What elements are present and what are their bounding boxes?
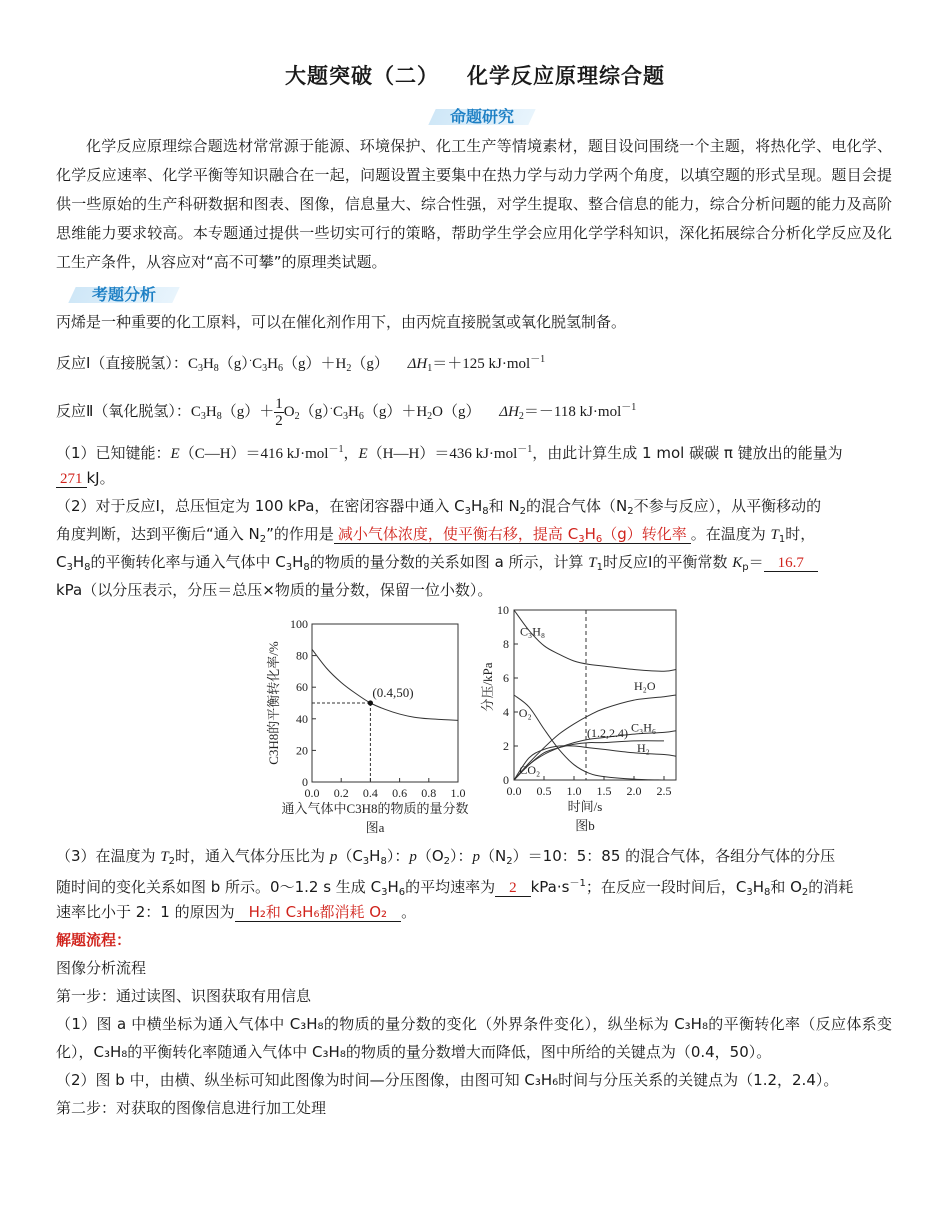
reaction-2-dh: ＝－118 kJ·mol [523, 404, 622, 420]
q1-text-a: （1）已知键能： [56, 444, 171, 462]
badge-research-label: 命题研究 [449, 107, 514, 126]
question-2-line-1: （2）对于反应Ⅰ，总压恒定为 100 kPa，在密闭容器中通入 $C_3H_8$和 $N_2$的混合气体（$N_2$不参与反应），从平衡移动的 [56, 497, 822, 517]
intro-paragraph: 化学反应原理综合题选材常常源于能源、环境保护、化工生产等情境素材，题目设问围绕一个主题，将热化学、电化学、化学反应速率、化学平衡等知识融合在一起，问题设置主要集中在热力学与动力学两个角度，以填空题的形式呈现。题目会提供一些原始的生产科研数据和图表、图像，信息量大、综合性强，对学生提取、整合信息的能力，综合分析问题的能力及高阶思维能力要求较高。本专题通过提供一些切实可行的策略，帮助学生学会应用化学学科知识，深化拓展综合分析化学反应及化工生产条件，从容应对“高不可攀”的原理类试题。 [56, 137, 892, 271]
q2-answer-2: 16.7 [764, 555, 818, 572]
reaction-1-label: 反应Ⅰ（直接脱氢）： [56, 354, 188, 372]
question-stem: 丙烯是一种重要的化工原料，可以在催化剂作用下，由丙烷直接脱氢或氧化脱氢制备。 [56, 313, 627, 331]
figure-b-xtick-label: 2.5 [656, 784, 672, 798]
question-3-line-1: （3）在温度为 $T_2$时，通入气体分压比为 $p(C_3H_8)$：$p(O_2)$：$p(N_2)=10$：5：85 的混合气体，各组分气体的分压 [56, 847, 836, 867]
figure-a-ytick-label: 60 [296, 680, 308, 695]
figure-a-key-point [368, 700, 373, 705]
q2-answer-1-tail: （g）转化率 [602, 525, 687, 543]
figure-b-label-c3h6: C₃H₆ [631, 720, 657, 735]
q2-text-a: （2）对于反应Ⅰ，总压恒定为 100 kPa，在密闭容器中通入 C [56, 497, 465, 515]
figure-a-xtick-label: 0.8 [421, 786, 437, 800]
figure-a-xtick-label: 0.0 [304, 786, 320, 800]
flow-heading: 解题流程： [56, 931, 132, 949]
reaction-2: 反应Ⅱ（氧化脱氢）：$C_3H_8(g)+$ $\frac{1}{2}$ $O_2(g)^\cdot C_3H_6(g)+H_2O(g)$ $\Delta H_2=-118$ kJ·mol$^{-1}$ [56, 396, 637, 430]
figure-a-xtick-label: 0.4 [362, 786, 378, 800]
figure-a-ytick-label: 80 [296, 648, 308, 663]
q2-answer-1: 减小气体浓度，使平衡右移，提高 $C_3H_6(g)$转化率 [334, 525, 691, 544]
figure-b-ytick-label: 0 [503, 773, 509, 787]
figure-a-key-point-label: (0.4,50) [372, 685, 414, 700]
question-2-line-4: kPa（以分压表示，分压＝总压×物质的量分数，保留一位小数）。 [56, 581, 493, 599]
figure-b-label-h2: H₂ [637, 740, 650, 755]
section-badge-research [432, 106, 532, 128]
figure-b-label-o2: O₂ [518, 706, 532, 721]
title-part1: 大题突破（二） [285, 64, 439, 88]
step-2-heading: 第二步：对获取的图像信息进行加工处理 [56, 1099, 327, 1117]
q1-text-b: ，由此计算生成 1 mol 碳碳 π 键放出的能量为 [532, 444, 843, 462]
section-badge-analysis [72, 284, 176, 306]
page-title [0, 60, 950, 90]
q2-text-b: 角度判断，达到平衡后“通入 N [56, 525, 260, 543]
q3-answer-1: 2 [495, 880, 531, 897]
reaction-1: 反应Ⅰ（直接脱氢）：$C_3H_8(g)^\cdot C_3H_6(g)+H_2(g)$ $\Delta H_1=+125$ kJ·mol$^{-1}$ [56, 354, 546, 374]
figure-b-label-h2o: H₂O [634, 678, 656, 693]
q1-answer: 271 [56, 471, 87, 488]
q2-answer-1-text: 减小气体浓度，使平衡右移，提高 [337, 525, 563, 543]
figure-b-ytick-label: 2 [503, 739, 509, 753]
flow-subheading: 图像分析流程 [56, 959, 147, 977]
figure-a-ytick-label: 20 [296, 743, 308, 758]
badge-analysis-label: 考题分析 [91, 285, 156, 304]
reaction-1-dh: ＝＋125 kJ·mol [432, 356, 531, 372]
question-2-line-3: $C_3H_8$的平衡转化率与通入气体中 $C_3H_8$的物质的量分数的关系如图 a 所示，计算 $T_1$时反应Ⅰ的平衡常数 $K_p= 16.7$ [56, 548, 896, 582]
figure-a-xlabel: 通入气体中C3H8的物质的量分数 [281, 801, 469, 816]
figure-a-xtick-label: 1.0 [450, 786, 466, 800]
figure-b-caption: 图b [575, 818, 595, 833]
figure-b-xlabel: 时间/s [567, 799, 603, 814]
figure-b-label-c3h8: C₃H₈ [520, 624, 546, 639]
figure-a [258, 606, 474, 838]
figure-b-xtick-label: 1.0 [566, 784, 582, 798]
question-1: （1）已知键能：E（C—H）＝416 kJ·mol$^{-1}$，E（H—H）＝436 kJ·mol$^{-1}$，由此计算生成 1 mol 碳碳 π 键放出的能量为 [56, 444, 843, 462]
figure-a-caption: 图a [365, 820, 385, 835]
question-1-answer-line [56, 464, 896, 493]
question-2-line-2: 角度判断，达到平衡后“通入 $N_2$”的作用是 减小气体浓度，使平衡右移，提高 $C_3H_6(g)$转化率 。在温度为 $T_1$时， [56, 525, 816, 545]
figure-b-ytick-label: 10 [497, 603, 509, 617]
figure-b-label-co2: CO₂ [519, 763, 541, 778]
figure-a-ytick-label: 0 [302, 775, 308, 789]
question-3-line-2: 随时间的变化关系如图 b 所示。0～1.2 s 生成 $C_3H_6$的平均速率为 2 $kPa\cdot s^{-1}$；在反应一段时间后，$C_3H_8$和 $O_2$的消耗 [56, 878, 854, 898]
figure-b-ytick-label: 6 [503, 671, 509, 685]
figure-b-ytick-label: 4 [503, 705, 509, 719]
figure-b-xtick-label: 1.5 [596, 784, 612, 798]
figure-a-ytick-label: 40 [296, 711, 308, 726]
step-1-paragraph-1: （1）图 a 中横坐标为通入气体中 C₃H₈的物质的量分数的变化（外界条件变化），纵坐标为 C₃H₈的平衡转化率（反应体系变化），C₃H₈的平衡转化率随通入气体中 C₃H₈的物质的量分数增大而降低，图中所给的关键点为（0.4，50）。 [56, 1015, 892, 1061]
figure-b-xtick-label: 0.5 [536, 784, 552, 798]
figure-b-key-point-label: (1.2,2.4) [587, 726, 628, 741]
question-3-line-3: 速率比小于 2：1 的原因为 H₂和 C₃H₆都消耗 O₂ 。 [56, 903, 417, 921]
figure-b [482, 602, 682, 838]
figure-b-ytick-label: 8 [503, 637, 509, 651]
figure-b-xtick-label: 2.0 [626, 784, 642, 798]
figure-b-series-c3h8 [514, 610, 676, 671]
figure-b-ylabel: 分压/kPa [480, 662, 495, 712]
step-1-paragraph-2: （2）图 b 中，由横、纵坐标可知此图像为时间—分压图像，由图可知 C₃H₆时间与分压关系的关键点为（1.2，2.4）。 [56, 1071, 839, 1089]
step-1-heading: 第一步：通过读图、识图获取有用信息 [56, 987, 312, 1005]
figure-a-ylabel: C3H8的平衡转化率/% [266, 641, 281, 765]
figure-a-xtick-label: 0.2 [333, 786, 349, 800]
reaction-2-label: 反应Ⅱ（氧化脱氢）： [56, 402, 191, 420]
figure-a-xtick-label: 0.6 [392, 786, 408, 800]
figure-b-xtick-label: 0.0 [506, 784, 522, 798]
title-part2: 化学反应原理综合题 [467, 64, 665, 88]
figure-a-ytick-label: 100 [290, 617, 308, 631]
q1-unit: kJ。 [86, 469, 115, 487]
q3-answer-2: H₂和 C₃H₆都消耗 O₂ [235, 903, 401, 922]
